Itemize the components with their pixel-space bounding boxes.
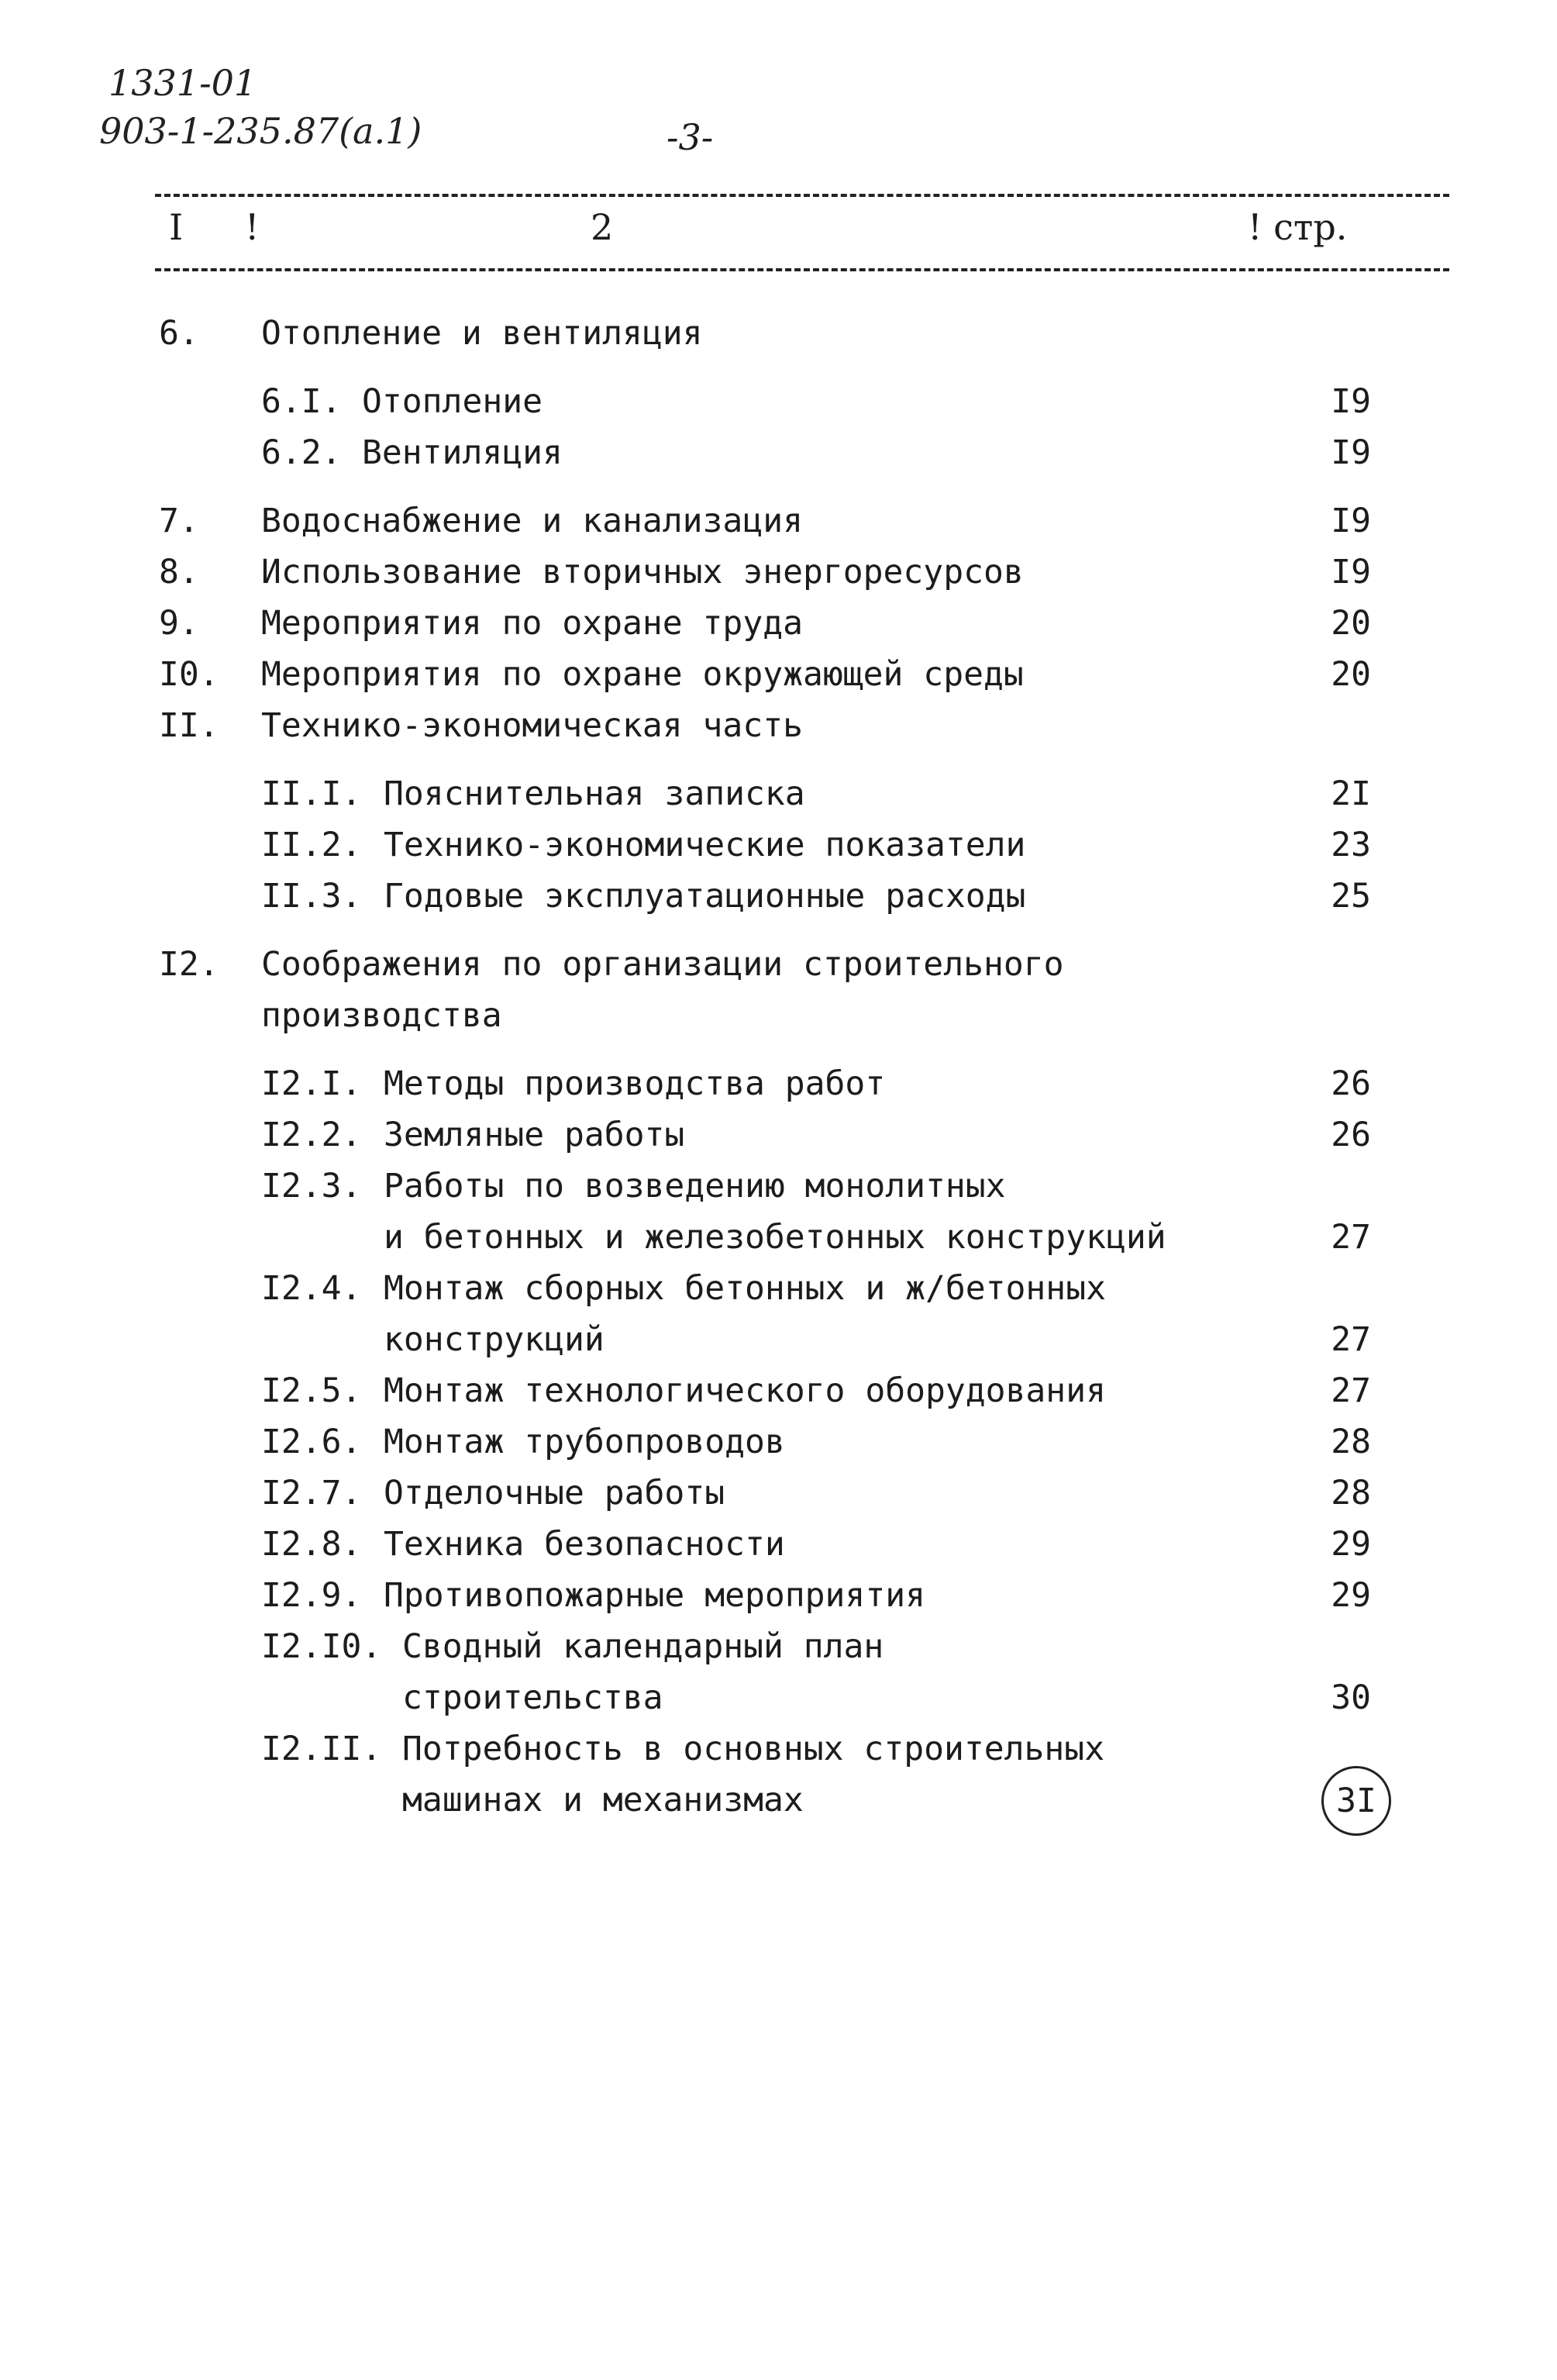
toc-title: Монтаж сборных бетонных и ж/бетонных — [384, 1269, 1106, 1308]
toc-page: 28 — [1331, 1423, 1371, 1461]
toc-title: Отделочные работы — [384, 1474, 725, 1513]
toc-page: I9 — [1331, 433, 1371, 472]
toc-page: 27 — [1331, 1320, 1371, 1359]
toc-title: Годовые эксплуатационные расходы — [384, 877, 1026, 916]
toc-title: Водоснабжение и канализация — [261, 502, 803, 540]
toc-number: I2.6. — [261, 1423, 362, 1461]
toc-page: I9 — [1331, 553, 1371, 592]
page-number: -3- — [667, 116, 714, 158]
toc-number: I2.2. — [261, 1116, 362, 1154]
toc-page: 2I — [1331, 774, 1371, 813]
toc-number: I2.3. — [261, 1167, 362, 1206]
toc-title: производства — [261, 996, 502, 1035]
toc-number: I2.II. — [261, 1730, 382, 1768]
toc-page: 26 — [1331, 1116, 1371, 1154]
toc-page: 28 — [1331, 1474, 1371, 1513]
toc-title: Техника безопасности — [384, 1525, 785, 1564]
toc-title: строительства — [402, 1678, 663, 1717]
toc-number: II.3. — [261, 877, 362, 916]
toc-number: II.2. — [261, 826, 362, 864]
toc-number: I2.7. — [261, 1474, 362, 1513]
toc-number: I2.9. — [261, 1576, 362, 1615]
toc-page: 30 — [1331, 1678, 1371, 1717]
toc-number: II.I. — [261, 774, 362, 813]
toc-title: Отопление и вентиляция — [261, 314, 703, 353]
toc-page: 29 — [1331, 1525, 1371, 1564]
toc-title: Потребность в основных строительных — [402, 1730, 1105, 1768]
toc-number: I2.I. — [261, 1064, 362, 1103]
toc-number: I2.4. — [261, 1269, 362, 1308]
toc-number: II. — [159, 706, 219, 745]
toc-page: 29 — [1331, 1576, 1371, 1615]
toc-title: Пояснительная записка — [384, 774, 805, 813]
toc-number: I2.I0. — [261, 1627, 382, 1666]
header-col2-label: 2 — [591, 206, 614, 248]
toc-page: 25 — [1331, 877, 1371, 916]
toc-title: Технико-экономические показатели — [384, 826, 1026, 864]
header-rule-top — [155, 194, 1449, 197]
handwritten-code-line2: 903-1-235.87(a.1) — [99, 110, 422, 152]
handwritten-code-line1: 1331-01 — [109, 62, 257, 104]
toc-number: I2.8. — [261, 1525, 362, 1564]
toc-title: и бетонных и железобетонных конструкций — [384, 1218, 1166, 1257]
toc-number: I2.5. — [261, 1371, 362, 1410]
toc-title: Мероприятия по охране окружающей среды — [261, 655, 1024, 694]
toc-number: 6.I. — [261, 382, 342, 421]
toc-title: машинах и механизмах — [402, 1781, 804, 1819]
header-separator: ! — [245, 206, 260, 248]
toc-page: I9 — [1331, 382, 1371, 421]
toc-page: 23 — [1331, 826, 1371, 864]
toc-page: 27 — [1331, 1218, 1371, 1257]
toc-number: I0. — [159, 655, 219, 694]
header-rule-bottom — [155, 268, 1449, 271]
toc-title: Работы по возведению монолитных — [384, 1167, 1006, 1206]
toc-title: Использование вторичных энергоресурсов — [261, 553, 1024, 592]
toc-title: Земляные работы — [384, 1116, 685, 1154]
toc-title: Мероприятия по охране труда — [261, 604, 803, 643]
toc-title: Отопление — [362, 382, 543, 421]
toc-page-circled: 3I — [1321, 1766, 1391, 1836]
toc-title: Методы производства работ — [384, 1064, 886, 1103]
toc-page: 26 — [1331, 1064, 1371, 1103]
toc-title: Вентиляция — [362, 433, 563, 472]
header-col1-label: I — [169, 206, 184, 248]
toc-title: Монтаж трубопроводов — [384, 1423, 785, 1461]
toc-page: 20 — [1331, 604, 1371, 643]
toc-title: Монтаж технологического оборудования — [384, 1371, 1106, 1410]
toc-title: конструкций — [384, 1320, 605, 1359]
toc-title: Сводный календарный план — [402, 1627, 884, 1666]
toc-number: 8. — [159, 553, 199, 592]
toc-number: I2. — [159, 945, 219, 984]
toc-page: 20 — [1331, 655, 1371, 694]
toc-number: 9. — [159, 604, 199, 643]
toc-title: Противопожарные мероприятия — [384, 1576, 925, 1615]
toc-number: 7. — [159, 502, 199, 540]
toc-page: 27 — [1331, 1371, 1371, 1410]
toc-title: Соображения по организации строительного — [261, 945, 1064, 984]
toc-number: 6.2. — [261, 433, 342, 472]
toc-page: I9 — [1331, 502, 1371, 540]
toc-title: Технико-экономическая часть — [261, 706, 803, 745]
toc-number: 6. — [159, 314, 199, 353]
header-col3-label: ! стр. — [1248, 206, 1348, 248]
